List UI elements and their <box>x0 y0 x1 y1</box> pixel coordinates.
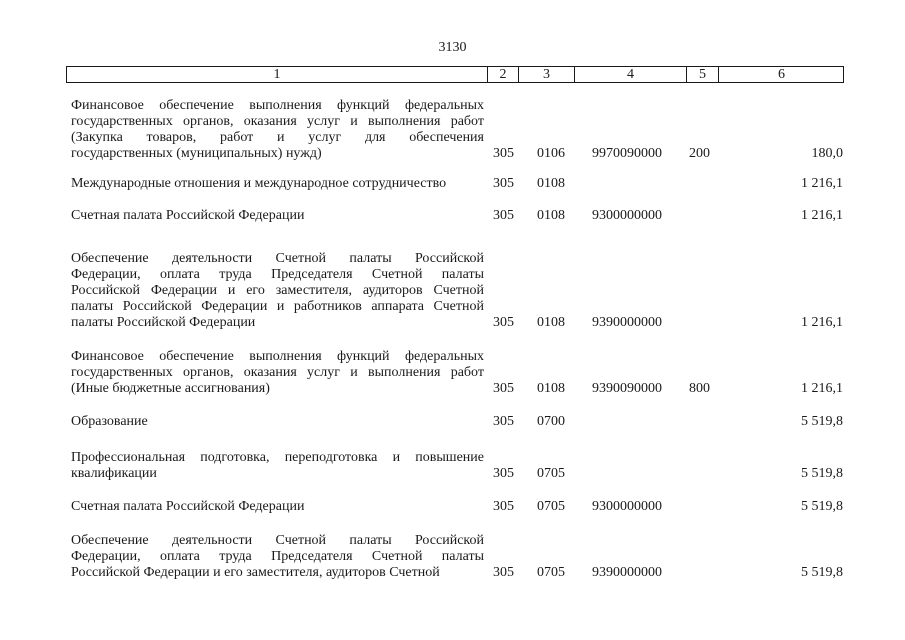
description-line: Обеспечение деятельности Счетной палаты Российской <box>71 533 484 548</box>
section-code: 0700 <box>537 414 565 429</box>
amount: 5 519,8 <box>801 565 843 580</box>
header-col-4: 4 <box>574 67 686 82</box>
ministry-code: 305 <box>493 565 514 580</box>
target-article-code: 9300000000 <box>592 499 662 514</box>
section-code: 0108 <box>537 208 565 223</box>
amount: 1 216,1 <box>801 208 843 223</box>
description-line: Федерации, оплата труда Председателя Счетной палаты <box>71 549 484 564</box>
ministry-code: 305 <box>493 466 514 481</box>
amount: 180,0 <box>811 146 843 161</box>
description-line: Российской Федерации и его заместителя, аудиторов Счетной <box>71 565 440 580</box>
ministry-code: 305 <box>493 381 514 396</box>
description-line: (Иные бюджетные ассигнования) <box>71 381 270 396</box>
amount: 1 216,1 <box>801 176 843 191</box>
expense-type-code: 800 <box>689 381 710 396</box>
description-line: Профессиональная подготовка, переподготовка и повышение <box>71 450 484 465</box>
header-col-3: 3 <box>518 67 574 82</box>
amount: 5 519,8 <box>801 414 843 429</box>
amount: 5 519,8 <box>801 466 843 481</box>
target-article-code: 9300000000 <box>592 208 662 223</box>
section-code: 0108 <box>537 381 565 396</box>
target-article-code: 9390000000 <box>592 565 662 580</box>
description-line: (Закупка товаров, работ и услуг для обеспечения <box>71 130 484 145</box>
amount: 1 216,1 <box>801 381 843 396</box>
description-line: государственных (муниципальных) нужд) <box>71 146 322 161</box>
section-code: 0106 <box>537 146 565 161</box>
ministry-code: 305 <box>493 208 514 223</box>
section-code: 0108 <box>537 176 565 191</box>
description-line: Международные отношения и международное сотрудничество <box>71 176 447 191</box>
header-col-1: 1 <box>273 67 281 82</box>
description-line: палаты Российской Федерации <box>71 315 256 330</box>
description-line: государственных органов, оказания услуг и выполнения работ <box>71 365 484 380</box>
ministry-code: 305 <box>493 176 514 191</box>
description-line: Российской Федерации и его заместителя, аудиторов Счетной <box>71 283 484 298</box>
description-line: Федерации, оплата труда Председателя Счетной палаты <box>71 267 484 282</box>
section-code: 0705 <box>537 466 565 481</box>
amount: 1 216,1 <box>801 315 843 330</box>
target-article-code: 9390000000 <box>592 315 662 330</box>
amount: 5 519,8 <box>801 499 843 514</box>
section-code: 0705 <box>537 499 565 514</box>
expense-type-code: 200 <box>689 146 710 161</box>
target-article-code: 9970090000 <box>592 146 662 161</box>
ministry-code: 305 <box>493 146 514 161</box>
description-line: Обеспечение деятельности Счетной палаты Российской <box>71 251 484 266</box>
ministry-code: 305 <box>493 315 514 330</box>
section-code: 0705 <box>537 565 565 580</box>
page-number: 3130 <box>438 40 467 55</box>
ministry-code: 305 <box>493 414 514 429</box>
description-line: государственных органов, оказания услуг и выполнения работ <box>71 114 484 129</box>
description-line: Счетная палата Российской Федерации <box>71 208 305 223</box>
header-col-2: 2 <box>487 67 518 82</box>
description-line: Финансовое обеспечение выполнения функций федеральных <box>71 98 484 113</box>
description-line: Счетная палата Российской Федерации <box>71 499 305 514</box>
description-line: Образование <box>71 414 148 429</box>
target-article-code: 9390090000 <box>592 381 662 396</box>
header-col-5: 5 <box>686 67 718 82</box>
description-line: квалификации <box>71 466 157 481</box>
section-code: 0108 <box>537 315 565 330</box>
ministry-code: 305 <box>493 499 514 514</box>
row-description <box>71 533 484 581</box>
description-line: палаты Российской Федерации и работников аппарата Счетной <box>71 299 484 314</box>
header-col-6: 6 <box>718 67 844 82</box>
description-line: Финансовое обеспечение выполнения функций федеральных <box>71 349 484 364</box>
